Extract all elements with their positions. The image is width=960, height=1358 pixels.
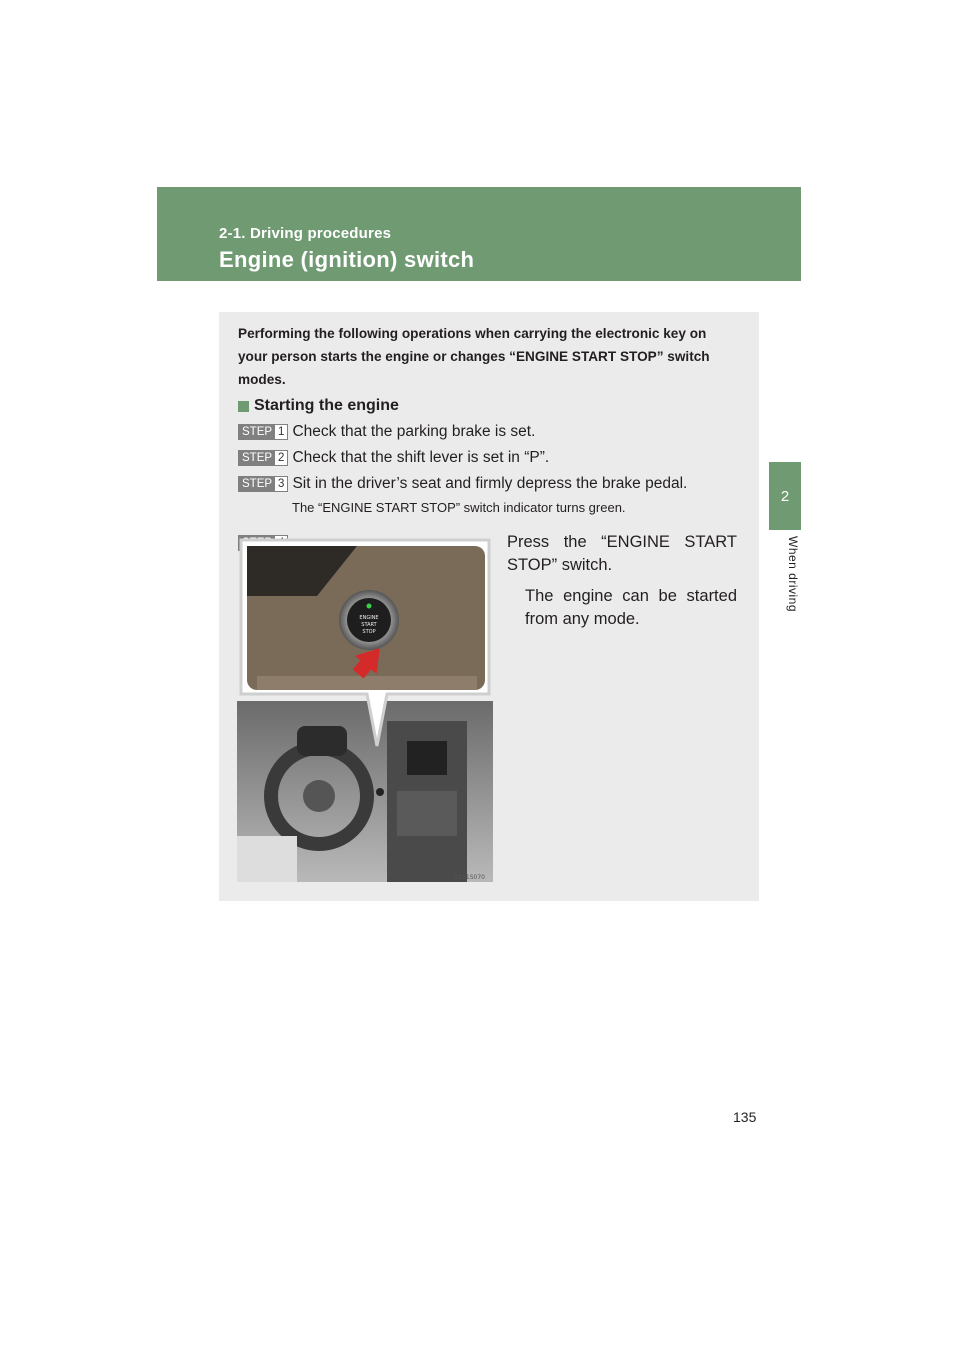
button-line-1: ENGINE (359, 615, 379, 621)
chapter-tab[interactable] (769, 462, 801, 530)
step-2-row (238, 449, 549, 467)
step-4-text: Press the “ENGINE START STOP” switch. (507, 533, 737, 574)
image-code: ILY21S070 (454, 874, 485, 881)
dashboard-illustration (237, 536, 493, 882)
content-panel (219, 312, 759, 901)
chapter-number: 2 (780, 487, 790, 505)
chapter-label: When driving (786, 536, 800, 613)
button-line-3: STOP (362, 629, 376, 635)
subheading-label: Starting the engine (254, 397, 399, 414)
section-label: 2-1. Driving procedures (219, 225, 392, 242)
step-text: Check that the shift lever is set in “P”. (292, 449, 550, 466)
step-text: Check that the parking brake is set. (292, 423, 536, 440)
step-badge: STEP 3 (238, 476, 288, 492)
page-number: 135 (733, 1109, 757, 1125)
dashboard-drawing (237, 536, 493, 882)
intro-text: Performing the following operations when carrying the electronic key on your person starts the engine or changes “ENGINE START STOP” switch modes. (238, 326, 710, 387)
step-1-row (238, 423, 535, 441)
step-3-note: The “ENGINE START STOP” switch indicator turns green. (292, 500, 626, 515)
button-line-2: START (361, 622, 377, 628)
step-3-row (238, 475, 687, 493)
header-band (157, 187, 801, 281)
step-badge: STEP 2 (238, 450, 288, 466)
step-badge: STEP 1 (238, 424, 288, 440)
step-text: Sit in the driver’s seat and firmly depress the brake pedal. (292, 475, 688, 492)
step-4-note: The engine can be started from any mode. (525, 587, 737, 628)
subheading (238, 397, 399, 415)
square-bullet-icon (238, 401, 249, 412)
page-title: Engine (ignition) switch (219, 247, 475, 272)
